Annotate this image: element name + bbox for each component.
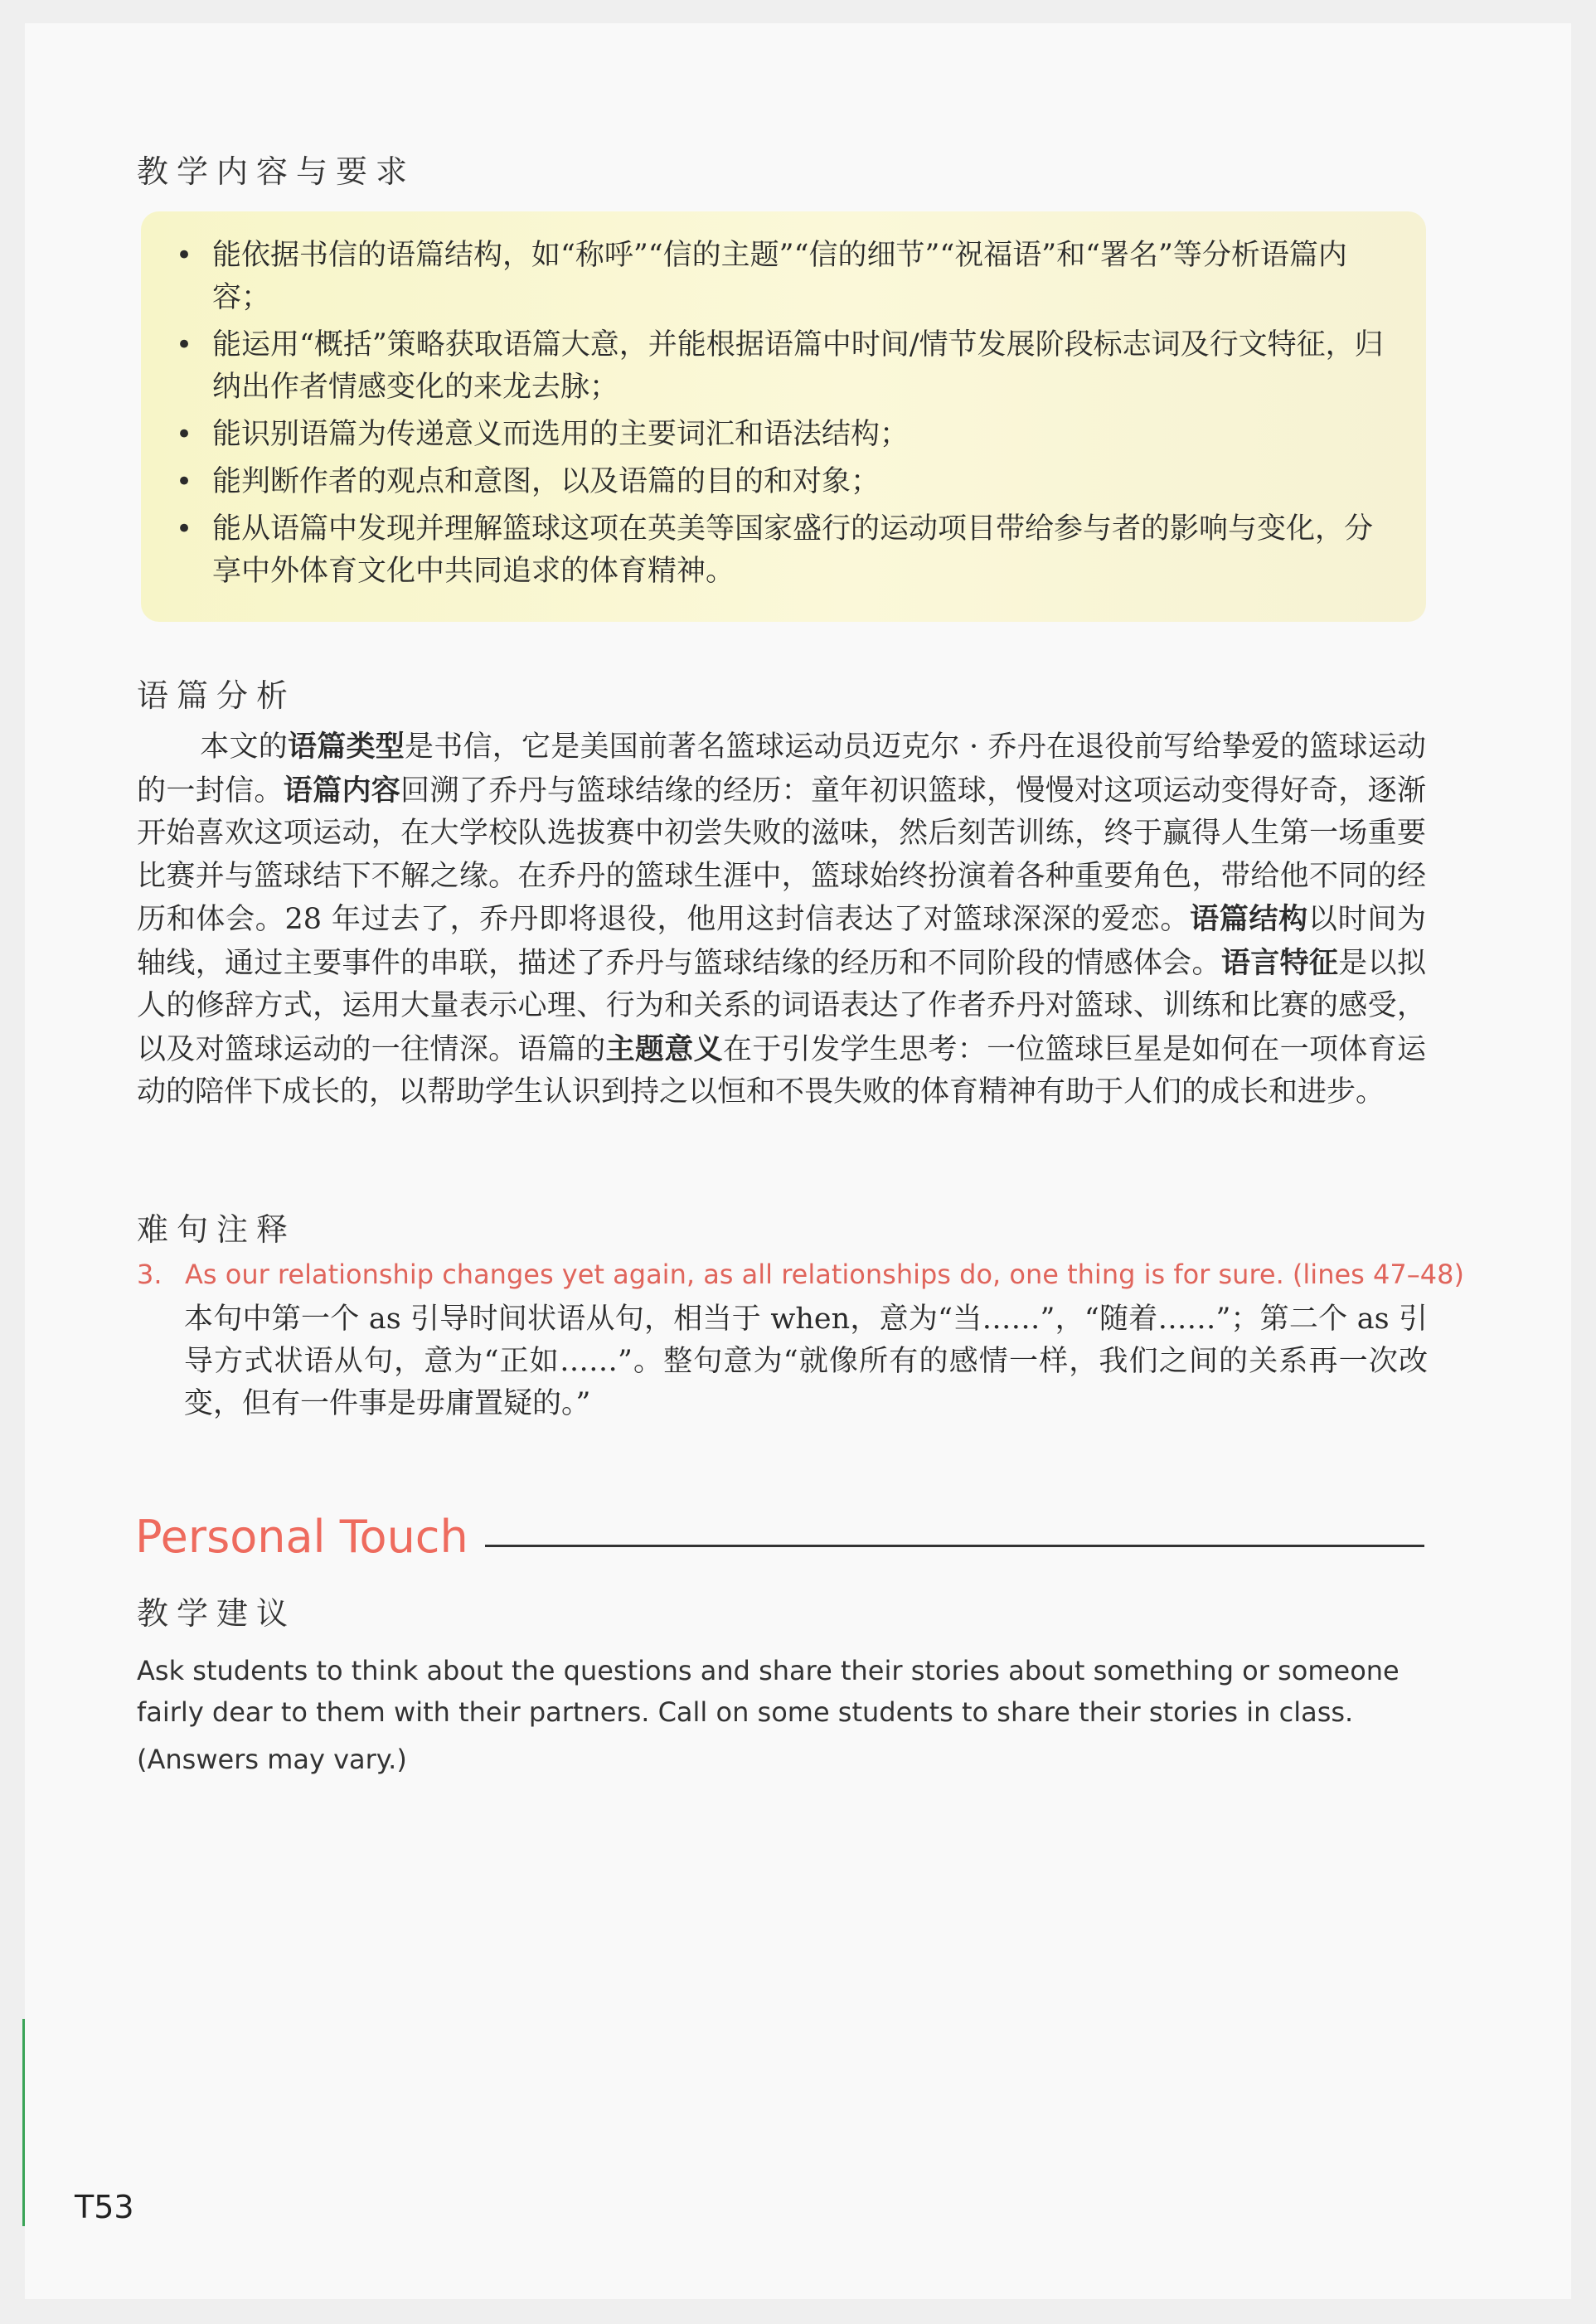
bullet-icon: • <box>176 465 193 498</box>
note-number: 3. <box>137 1259 163 1290</box>
bullet-icon: • <box>176 418 193 451</box>
bullet-icon: • <box>176 239 193 272</box>
bullet-icon: • <box>176 512 193 546</box>
heading-rule <box>485 1545 1424 1547</box>
answers-note: (Answers may vary.) <box>137 1744 407 1775</box>
page-number: T53 <box>75 2189 134 2225</box>
bullet-icon: • <box>176 328 193 361</box>
note-explanation: 本句中第一个 as 引导时间状语从句，相当于 when，意为“当……”，“随着……”；第二个 as 引导方式状语从句，意为“正如……”。整句意为“就像所有的感情一样，我们之间的关系再一次改变，但有一件事是毋庸置疑的。” <box>184 1303 1428 1420</box>
requirements-box <box>141 211 1426 622</box>
note-sentence: 3. As our relationship changes yet again, as all relationships do, one thing is for sure. (lines 47–48) <box>137 1259 1464 1290</box>
personal-touch-heading: Personal Touch <box>135 1511 468 1563</box>
list-item: • 能运用“概括”策略获取语篇大意，并能根据语篇中时间/情节发展阶段标志词及行文特征，归纳出作者情感变化的来龙去脉； <box>166 324 1401 409</box>
teaching-suggestion-title: 教学建议 <box>137 1595 297 1632</box>
margin-accent-line <box>22 2019 25 2226</box>
analysis-title: 语篇分析 <box>137 677 297 714</box>
list-item: • 能依据书信的语篇结构，如“称呼”“信的主题”“信的细节”“祝福语”和“署名”等分析语篇内容； <box>166 235 1401 319</box>
requirements-title: 教学内容与要求 <box>137 153 416 190</box>
term-content: 语篇内容 <box>283 773 401 808</box>
analysis-paragraph: 本文的语篇类型是书信，它是美国前著名篮球运动员迈克尔 · 乔丹在退役前写给挚爱的篮球运动的一封信。语篇内容回溯了乔丹与篮球结缘的经历：童年初识篮球，慢慢对这项运动变得好奇，逐渐开始喜欢这项运动，在大学校队选拔赛中初尝失败的滋味，然后刻苦训练，终于赢得人生第一场重要比赛并与篮球结下不解之缘。在乔丹的篮球生涯中，篮球始终扮演着各种重要角色，带给他不同的经历和体会。28 年过去了，乔丹即将退役，他用这封信表达了对篮球深深的爱恋。语篇结构以时间为轴线，通过主要事件的串联，描述了乔丹与篮球结缘的经历和不同阶段的情感体会。语言特征是以拟人的修辞方式，运用大量表示心理、行为和关系的词语表达了作者乔丹对篮球、训练和比赛的感受，以及对篮球运动的一往情深。语篇的主题意义在于引发学生思考：一位篮球巨星是如何在一项体育运动的陪伴下成长的，以帮助学生认识到持之以恒和不畏失败的体育精神有助于人们的成长和进步。 <box>137 730 1426 1109</box>
term-structure: 语篇结构 <box>1190 902 1308 936</box>
term-theme: 主题意义 <box>605 1031 723 1066</box>
instruction-text: Ask students to think about the questions and share their stories about something or someone fairly dear to them with their partners. Call on some students to share their stories in class. <box>137 1655 1400 1728</box>
list-item: • 能从语篇中发现并理解篮球这项在英美等国家盛行的运动项目带给参与者的影响与变化，分享中外体育文化中共同追求的体育精神。 <box>166 508 1401 593</box>
term-language-features: 语言特征 <box>1220 945 1339 980</box>
list-item: • 能识别语篇为传递意义而选用的主要词汇和语法结构； <box>166 414 1401 456</box>
list-item: • 能判断作者的观点和意图，以及语篇的目的和对象； <box>166 461 1401 503</box>
requirements-list <box>141 211 1426 593</box>
notes-title: 难句注释 <box>137 1211 297 1248</box>
term-text-type: 语篇类型 <box>287 730 405 764</box>
